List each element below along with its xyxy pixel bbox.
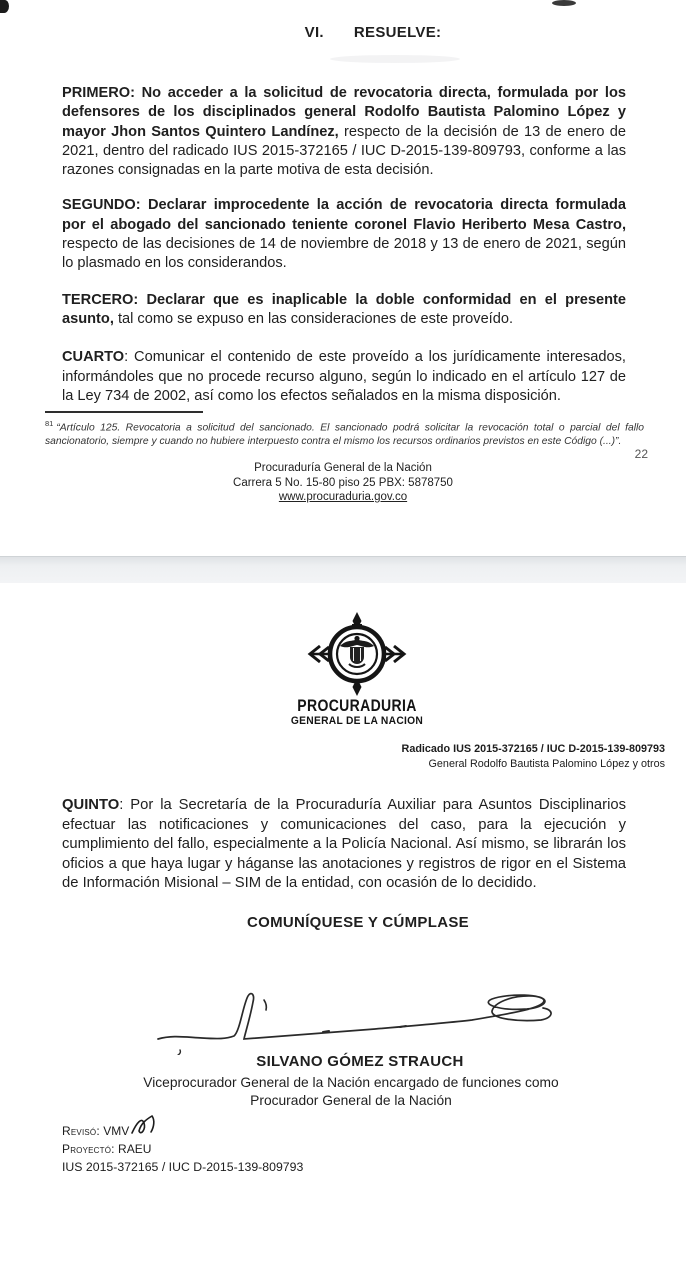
signature-scribble (150, 991, 565, 1055)
proyecto-row (62, 1140, 303, 1158)
resolution-segundo (62, 196, 626, 273)
logo-name-bottom: GENERAL DE LA NACION (290, 715, 424, 727)
reviso-row (62, 1122, 303, 1140)
scan-smudge (330, 55, 460, 63)
scan-smudge (552, 0, 576, 6)
order-line: COMUNÍQUESE Y CÚMPLASE (247, 914, 469, 931)
footer-website-link[interactable]: www.procuraduria.gov.co (278, 491, 408, 503)
footnote-text: “Artículo 125. Revocatoria a solicitud del sancionado. El sancionado podrá solicitar la revocación total o parcial del fallo sancionatorio, siempre y cuando no hubiere interpuesto contra el mismo los recursos ordinarios previstos en este Código (...)”. (45, 422, 644, 448)
proyecto-value: RAEU (118, 1142, 152, 1156)
footnote-marker: 81 (45, 419, 54, 428)
resolution-lead: SEGUNDO: Declarar improcedente la acción de revocatoria directa formulada por el abogado del sancionado teniente coronel Flavio Heriberto Mesa Castro, (62, 197, 626, 233)
case-radicado: Radicado IUS 2015-372165 / IUC D-2015-139-809793 (401, 743, 665, 755)
reviso-label: Revisó: (62, 1124, 100, 1138)
pgn-logo (277, 612, 437, 727)
resolution-rest: respecto de las decisiones de 14 de noviembre de 2018 y 13 de enero de 2021, según lo plasmado en los considerandos. (62, 236, 626, 272)
resolution-lead: QUINTO (62, 797, 120, 813)
resolution-lead: CUARTO (62, 349, 125, 366)
resolution-cuarto (62, 348, 626, 406)
case-parties: General Rodolfo Bautista Palomino López y otros (428, 757, 665, 770)
section-title: RESUELVE: (353, 24, 442, 41)
page-number: 22 (634, 447, 648, 461)
resolution-rest: : Por la Secretaría de la Procuraduría Auxiliar para Asuntos Disciplinarios efectuar las notificaciones y comunicaciones del caso, para la ejecución y cumplimiento del fallo, especialmente a la Policía Nacional. Así mismo, se librarán los oficios a que haya lugar y háganse las anotaciones y registros de rigor en el Sistema de Información Misional – SIM de la entidad, con ocasión de lo decidido. (62, 797, 626, 892)
resolution-rest: respecto de la decisión de 13 de enero de 2021, dentro del radicado IUS 2015-372165 / IUC D-2015-139-809793, conforme a las razones consignadas en la parte motiva de esta decisión. (62, 123, 626, 179)
resolutions-block (62, 84, 626, 406)
footer-org: Procuraduría General de la Nación (254, 462, 432, 474)
reviso-value: VMV (103, 1124, 130, 1138)
footnote-separator (45, 411, 203, 413)
footnote (45, 417, 644, 449)
resolution-quinto (62, 796, 626, 894)
signer-name: SILVANO GÓMEZ STRAUCH (256, 1053, 464, 1070)
footer-address: Carrera 5 No. 15-80 piso 25 PBX: 5878750 (233, 476, 453, 489)
sign-off-block (62, 1122, 303, 1174)
resolution-rest: tal como se expuso en las consideraciones de este proveído. (113, 310, 514, 327)
case-header (402, 742, 665, 771)
signer-title-line1: Viceprocurador General de la Nación encargado de funciones como (143, 1075, 559, 1090)
reviso-initials-scribble (130, 1113, 160, 1139)
logo-name-top: PROCURADURIA (297, 697, 417, 715)
resolution-lead: PRIMERO: No acceder a la solicitud de revocatoria directa, formulada por los defensores de los disciplinados general Rodolfo Bautista Palomino López y mayor Jhon Santos Quintero Landínez, (62, 85, 626, 140)
signer-title-line2: Procurador General de la Nación (250, 1093, 452, 1108)
resolution-lead: TERCERO: Declarar que es inaplicable la doble conformidad en el presente asunto, (62, 291, 626, 327)
resolution-rest: : Comunicar el contenido de este proveído a los jurídicamente interesados, informándoles que no procede recurso alguno, según lo indicado en el artículo 127 de la Ley 734 de 2002, así como los efectos señalados en la misma disposición. (62, 349, 626, 404)
pgn-seal-icon (307, 612, 407, 696)
section-heading (30, 24, 686, 41)
page-footer (0, 461, 686, 505)
resolution-tercero (62, 291, 626, 330)
proyecto-label: Proyectó: (62, 1142, 115, 1156)
signature-icon (150, 991, 565, 1055)
section-number: VI. (304, 24, 324, 41)
resolution-primero (62, 84, 626, 180)
scan-smudge (0, 0, 9, 13)
case-reference: IUS 2015-372165 / IUC D-2015-139-809793 (62, 1160, 304, 1174)
page-divider (0, 556, 686, 583)
